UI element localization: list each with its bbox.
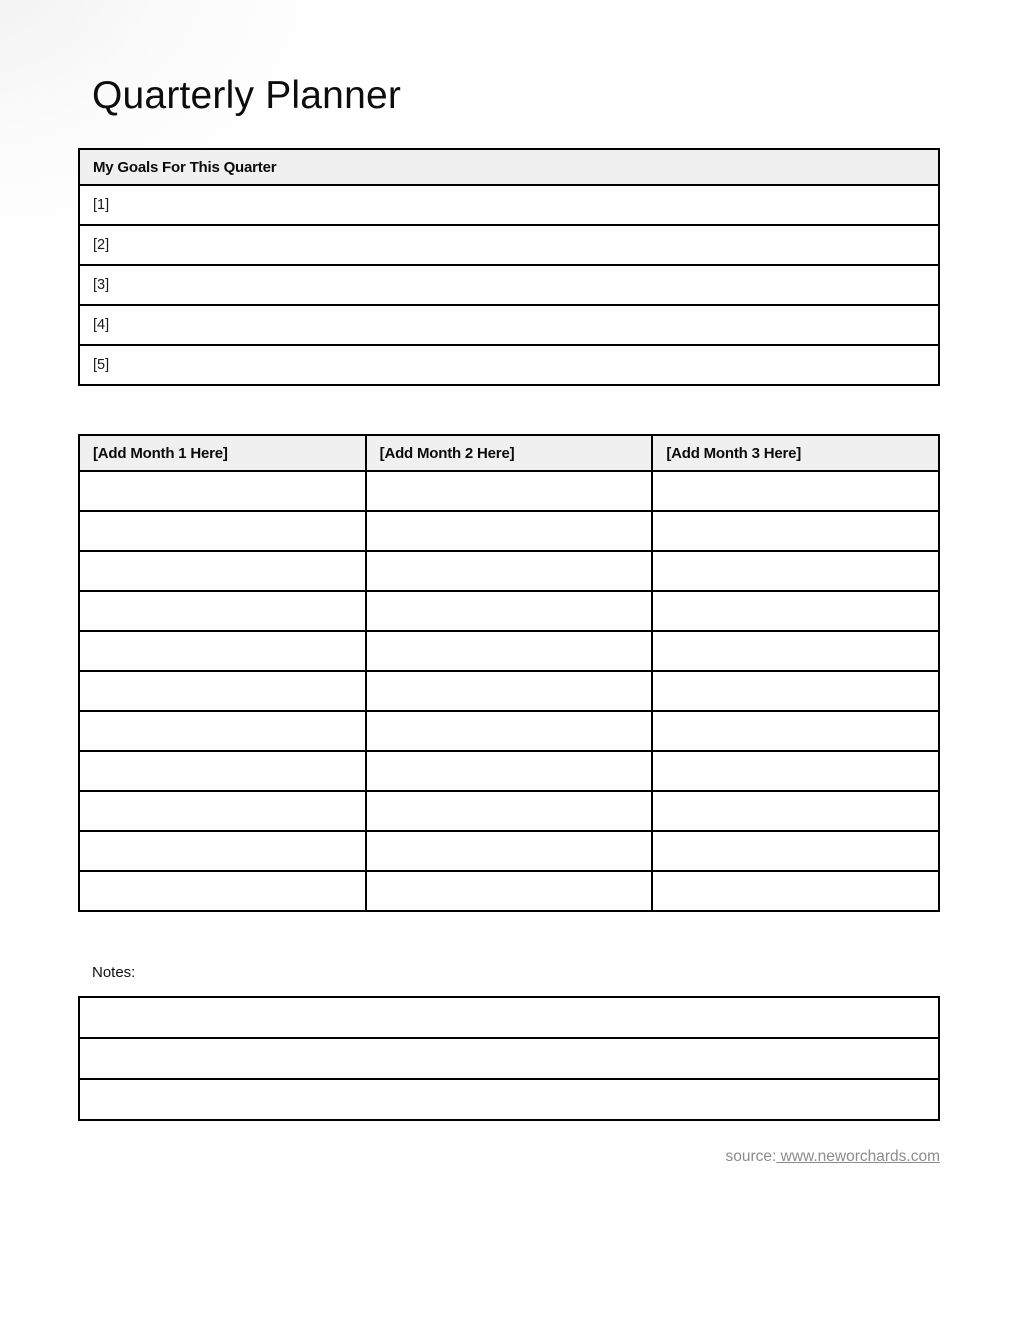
month-cell — [652, 711, 939, 751]
goal-cell: [1] — [79, 185, 939, 225]
source-link[interactable]: www.neworchards.com — [776, 1148, 940, 1165]
month-row — [79, 751, 939, 791]
month-cell — [79, 591, 366, 631]
month-cell — [79, 511, 366, 551]
month-cell — [652, 631, 939, 671]
month-cell — [366, 871, 653, 911]
month-row — [79, 831, 939, 871]
month-header-cell: [Add Month 2 Here] — [366, 435, 653, 471]
month-cell — [79, 791, 366, 831]
month-cell — [79, 711, 366, 751]
month-cell — [366, 551, 653, 591]
notes-row — [79, 1038, 939, 1079]
month-header-cell: [Add Month 1 Here] — [79, 435, 366, 471]
month-cell — [652, 791, 939, 831]
goals-table — [78, 148, 940, 386]
notes-row — [79, 997, 939, 1038]
month-cell — [652, 591, 939, 631]
month-cell — [366, 511, 653, 551]
month-cell — [366, 791, 653, 831]
month-cell — [652, 751, 939, 791]
month-row — [79, 711, 939, 751]
months-table — [78, 434, 940, 912]
month-cell — [366, 671, 653, 711]
goal-cell: [3] — [79, 265, 939, 305]
month-row — [79, 871, 939, 911]
month-cell — [79, 671, 366, 711]
month-cell — [79, 831, 366, 871]
notes-table — [78, 996, 940, 1121]
month-cell — [652, 511, 939, 551]
goal-row — [79, 345, 939, 385]
month-row — [79, 671, 939, 711]
month-cell — [79, 471, 366, 511]
month-cell — [652, 871, 939, 911]
goal-cell: [4] — [79, 305, 939, 345]
source-label: source: — [725, 1148, 777, 1165]
goals-header-row — [79, 149, 939, 185]
month-cell — [366, 831, 653, 871]
month-cell — [366, 711, 653, 751]
goal-row — [79, 185, 939, 225]
notes-label: Notes: — [92, 964, 136, 981]
month-cell — [79, 871, 366, 911]
goal-cell: [2] — [79, 225, 939, 265]
goals-header: My Goals For This Quarter — [79, 149, 939, 185]
month-cell — [366, 471, 653, 511]
goal-row — [79, 265, 939, 305]
notes-cell — [79, 997, 939, 1038]
month-cell — [652, 671, 939, 711]
notes-row — [79, 1079, 939, 1120]
month-cell — [366, 591, 653, 631]
month-row — [79, 631, 939, 671]
month-cell — [79, 751, 366, 791]
goal-cell: [5] — [79, 345, 939, 385]
goal-row — [79, 225, 939, 265]
month-cell — [652, 831, 939, 871]
source-attribution — [78, 1147, 940, 1167]
month-row — [79, 551, 939, 591]
month-cell — [366, 631, 653, 671]
month-cell — [79, 631, 366, 671]
month-row — [79, 791, 939, 831]
month-row — [79, 471, 939, 511]
month-row — [79, 511, 939, 551]
month-cell — [652, 471, 939, 511]
month-row — [79, 591, 939, 631]
months-header-row — [79, 435, 939, 471]
page-title: Quarterly Planner — [92, 74, 402, 117]
month-cell — [366, 751, 653, 791]
notes-cell — [79, 1038, 939, 1079]
goal-row — [79, 305, 939, 345]
month-cell — [652, 551, 939, 591]
notes-cell — [79, 1079, 939, 1120]
month-cell — [79, 551, 366, 591]
month-header-cell: [Add Month 3 Here] — [652, 435, 939, 471]
